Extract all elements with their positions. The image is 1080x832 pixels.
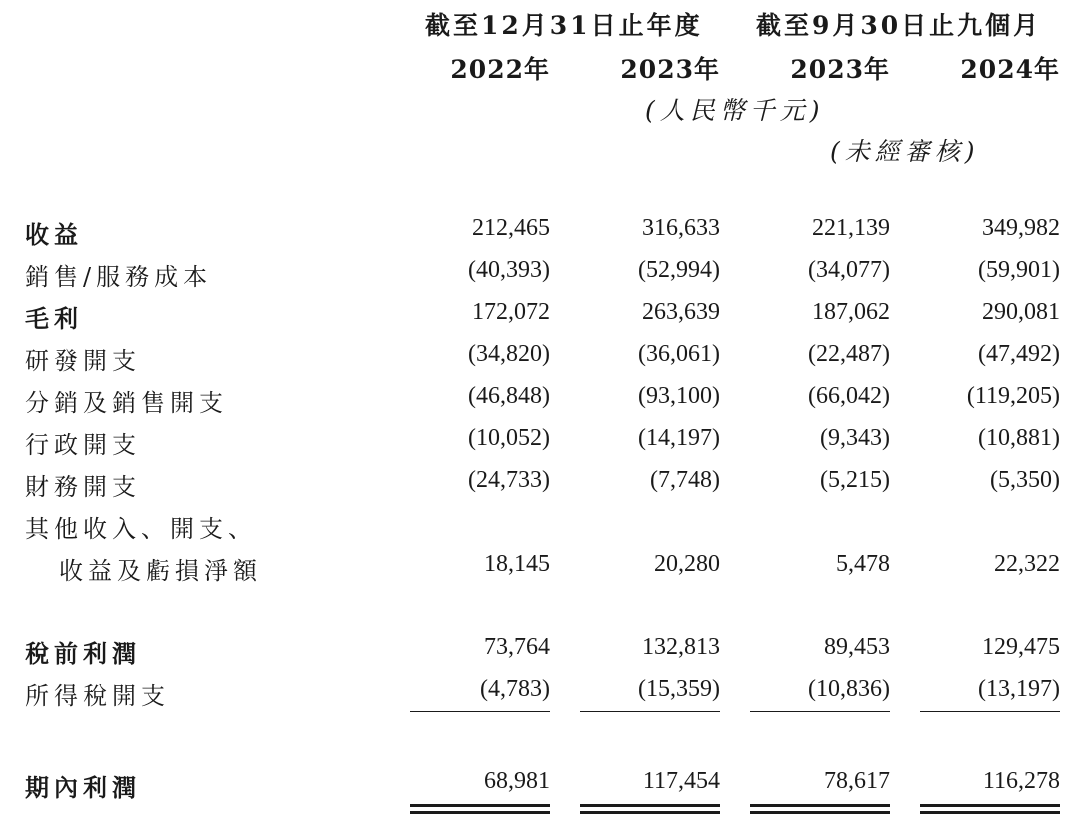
cell: (22,487) [808,341,890,367]
cell: (34,820) [468,341,550,367]
table-row [0,383,1080,421]
row-label: 財務開支 [25,473,141,501]
cell: 89,453 [824,634,890,660]
subtotal-rule [580,711,720,712]
table-row [0,257,1080,295]
total-double-rule [580,804,720,814]
cell: (9,343) [820,425,890,451]
year-col-3: 2023年 [790,55,890,84]
cell: 129,475 [982,634,1060,660]
cell: (119,205) [966,383,1060,409]
row-label: 毛利 [25,304,83,333]
table-row [0,634,1080,672]
table-row [0,768,1080,806]
cell: 212,465 [472,215,550,241]
cell: 18,145 [484,551,550,577]
table-row [0,215,1080,253]
table-row [0,509,1080,547]
cell: 116,278 [982,768,1060,794]
total-double-rule [920,804,1060,814]
cell: 22,322 [994,551,1060,577]
year-col-2: 2023年 [620,55,720,84]
cell: (4,783) [480,676,550,702]
cell: (10,836) [808,676,890,702]
subtotal-rule [750,711,890,712]
row-label-continued: 收益及虧損淨額 [59,557,262,585]
cell: (5,350) [990,467,1060,493]
table-row [0,425,1080,463]
cell: 221,139 [812,215,890,241]
year-col-4: 2024年 [960,55,1060,84]
cell: 5,478 [836,551,890,577]
cell: (46,848) [468,383,550,409]
cell: 172,072 [472,299,550,325]
table-row [0,551,1080,589]
row-label: 行政開支 [25,431,141,459]
table-row [0,467,1080,505]
cell: 73,764 [484,634,550,660]
cell: (10,052) [468,425,550,451]
cell: (52,994) [638,257,720,283]
table-row [0,341,1080,379]
cell: (36,061) [638,341,720,367]
cell: (34,077) [808,257,890,283]
cell: 316,633 [642,215,720,241]
cell: 290,081 [982,299,1060,325]
row-label: 所得稅開支 [25,682,170,710]
total-double-rule [410,804,550,814]
subtotal-rule [410,711,550,712]
cell: (40,393) [468,257,550,283]
cell: (24,733) [468,467,550,493]
cell: 68,981 [484,768,550,794]
cell: (15,359) [638,676,720,702]
unit-note: (人民幣千元) [645,96,825,125]
cell: (7,748) [650,467,720,493]
cell: (93,100) [638,383,720,409]
table-row [0,676,1080,714]
period-header-nine-months: 截至9月30日止九個月 [756,11,1042,40]
subtotal-rule [920,711,1060,712]
total-double-rule [750,804,890,814]
unaudited-note: (未經審核) [830,137,980,166]
cell: 263,639 [642,299,720,325]
cell: 132,813 [642,634,720,660]
row-label: 收益 [25,220,83,249]
row-label: 稅前利潤 [25,639,141,668]
cell: (14,197) [638,425,720,451]
row-label: 分銷及銷售開支 [25,389,228,417]
row-label: 其他收入、開支、 [25,515,257,543]
period-header-year: 截至12月31日止年度 [425,11,703,40]
cell: (10,881) [978,425,1060,451]
row-label: 研發開支 [25,347,141,375]
row-label: 期內利潤 [25,773,141,802]
cell: (47,492) [978,341,1060,367]
table-row [0,299,1080,337]
cell: (13,197) [978,676,1060,702]
year-col-1: 2022年 [450,55,550,84]
cell: 349,982 [982,215,1060,241]
cell: 117,454 [642,768,720,794]
cell: (5,215) [820,467,890,493]
cell: 187,062 [812,299,890,325]
cell: (66,042) [808,383,890,409]
row-label: 銷售/服務成本 [25,263,213,291]
cell: (59,901) [978,257,1060,283]
cell: 78,617 [824,768,890,794]
cell: 20,280 [654,551,720,577]
